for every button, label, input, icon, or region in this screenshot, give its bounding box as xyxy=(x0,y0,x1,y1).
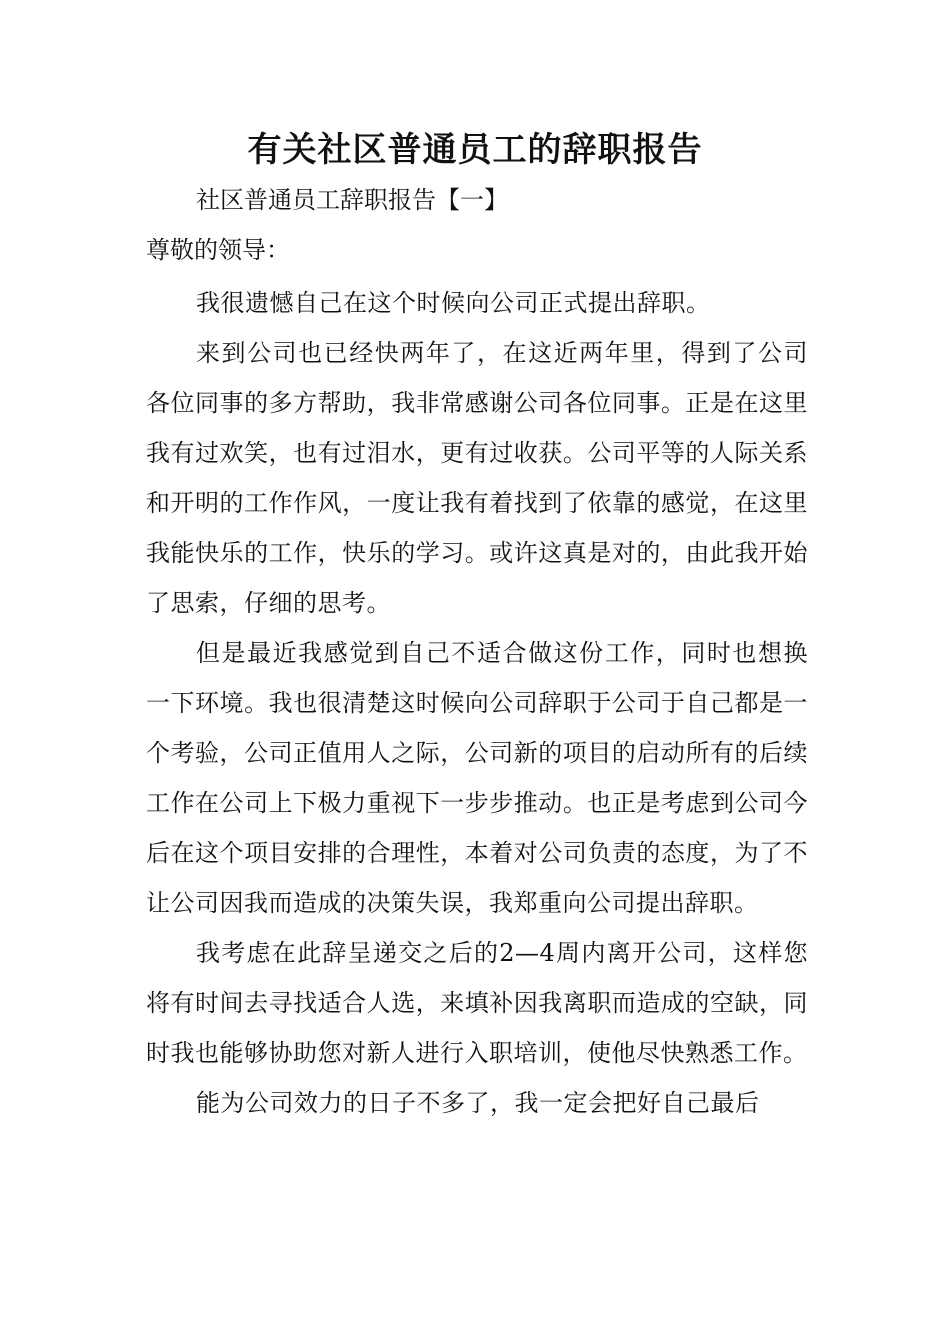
salutation: 尊敬的领导： xyxy=(146,236,290,264)
paragraph-5: 能为公司效力的日子不多了，我一定会把好自己最后 xyxy=(196,1089,760,1117)
letter-body xyxy=(146,278,808,1128)
paragraph-1: 我很遗憾自己在这个时候向公司正式提出辞职。 xyxy=(196,289,711,317)
document-title: 有关社区普通员工的辞职报告 xyxy=(247,130,703,170)
paragraph-2: 来到公司也已经快两年了，在这近两年里，得到了公司各位同事的多方帮助，我非常感谢公司各位同事。正是在这里我有过欢笑，也有过泪水，更有过收获。公司平等的人际关系和开明的工作作风，一度让我有着找到了依靠的感觉，在这里我能快乐的工作，快乐的学习。或许这真是对的，由此我开始了思索，仔细的思考。 xyxy=(146,339,808,617)
paragraph-4: 我考虑在此辞呈递交之后的2—4周内离开公司，这样您将有时间去寻找适合人选，来填补因我离职而造成的空缺，同时我也能够协助您对新人进行入职培训，使他尽快熟悉工作。 xyxy=(146,939,808,1067)
paragraph-3: 但是最近我感觉到自己不适合做这份工作，同时也想换一下环境。我也很清楚这时候向公司辞职于公司于自己都是一个考验，公司正值用人之际，公司新的项目的启动所有的后续工作在公司上下极力重视下一步步推动。也正是考虑到公司今后在这个项目安排的合理性，本着对公司负责的态度，为了不让公司因我而造成的决策失误，我郑重向公司提出辞职。 xyxy=(146,639,808,917)
document-subtitle: 社区普通员工辞职报告【一】 xyxy=(196,186,508,214)
